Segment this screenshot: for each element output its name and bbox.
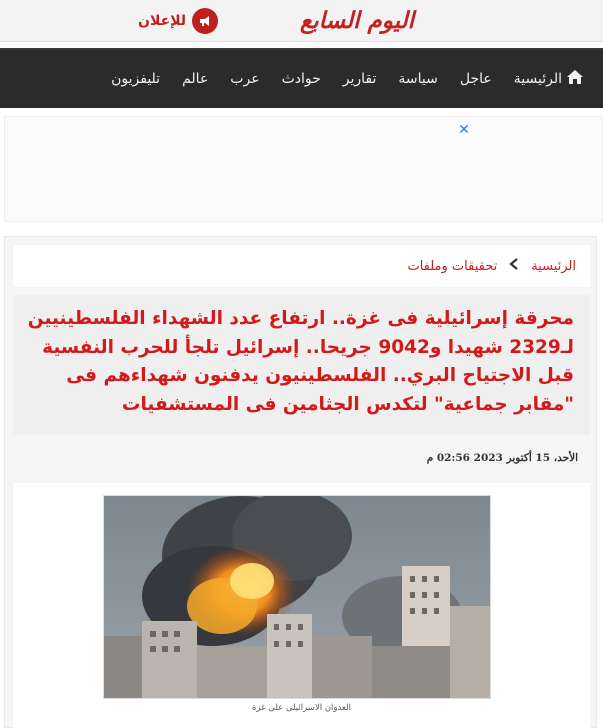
nav-item-arab[interactable]: عرب (230, 71, 260, 87)
advertise-link[interactable] (138, 8, 218, 34)
breadcrumb-section[interactable]: تحقيقات وملفات (407, 258, 498, 274)
article-container (4, 236, 597, 728)
article-title: محرقة إسرائيلية فى غزة.. ارتفاع عدد الشهداء الفلسطينيين لـ2329 شهيدا و9042 جريحا.. إسرائيل تلجأ للحرب النفسية قبل الاجتياح البري.. الفلسطينيون يدفنون شهداءهم فى "مقابر جماعية" لتكدس الجثامين فى المستشفيات (27, 308, 574, 415)
article-photo[interactable] (103, 495, 491, 699)
site-logo[interactable] (287, 5, 427, 37)
nav-item-world[interactable]: عالم (182, 71, 209, 87)
nav-item-label: الرئيسية (513, 71, 562, 87)
breadcrumb (13, 245, 590, 287)
nav-item-home[interactable] (514, 70, 583, 88)
nav-item-accidents[interactable]: حوادث (281, 71, 321, 87)
ad-banner[interactable] (4, 116, 603, 222)
article-date: الأحد، 15 أكتوبر 2023 02:56 م (426, 452, 578, 464)
main-nav (0, 48, 603, 108)
home-icon (567, 70, 583, 88)
nav-item-politics[interactable]: سياسة (398, 71, 438, 87)
top-header (0, 0, 603, 42)
article-date-row (13, 443, 590, 473)
nav-item-reports[interactable]: تقارير (342, 71, 377, 87)
chevron-left-icon (509, 258, 519, 274)
nav-item-urgent[interactable]: عاجل (459, 71, 492, 87)
article-media (13, 483, 590, 728)
close-icon[interactable]: ✕ (458, 122, 470, 138)
image-caption: العدوان الاسرائيلى على غزة (251, 703, 352, 713)
megaphone-icon (192, 8, 218, 34)
nav-item-tv[interactable]: تليفزيون (111, 71, 161, 87)
logo-text: اليوم السابع (299, 8, 415, 34)
article-title-box (13, 295, 590, 435)
breadcrumb-home[interactable]: الرئيسية (531, 258, 576, 274)
advertise-label: للإعلان (138, 13, 187, 29)
